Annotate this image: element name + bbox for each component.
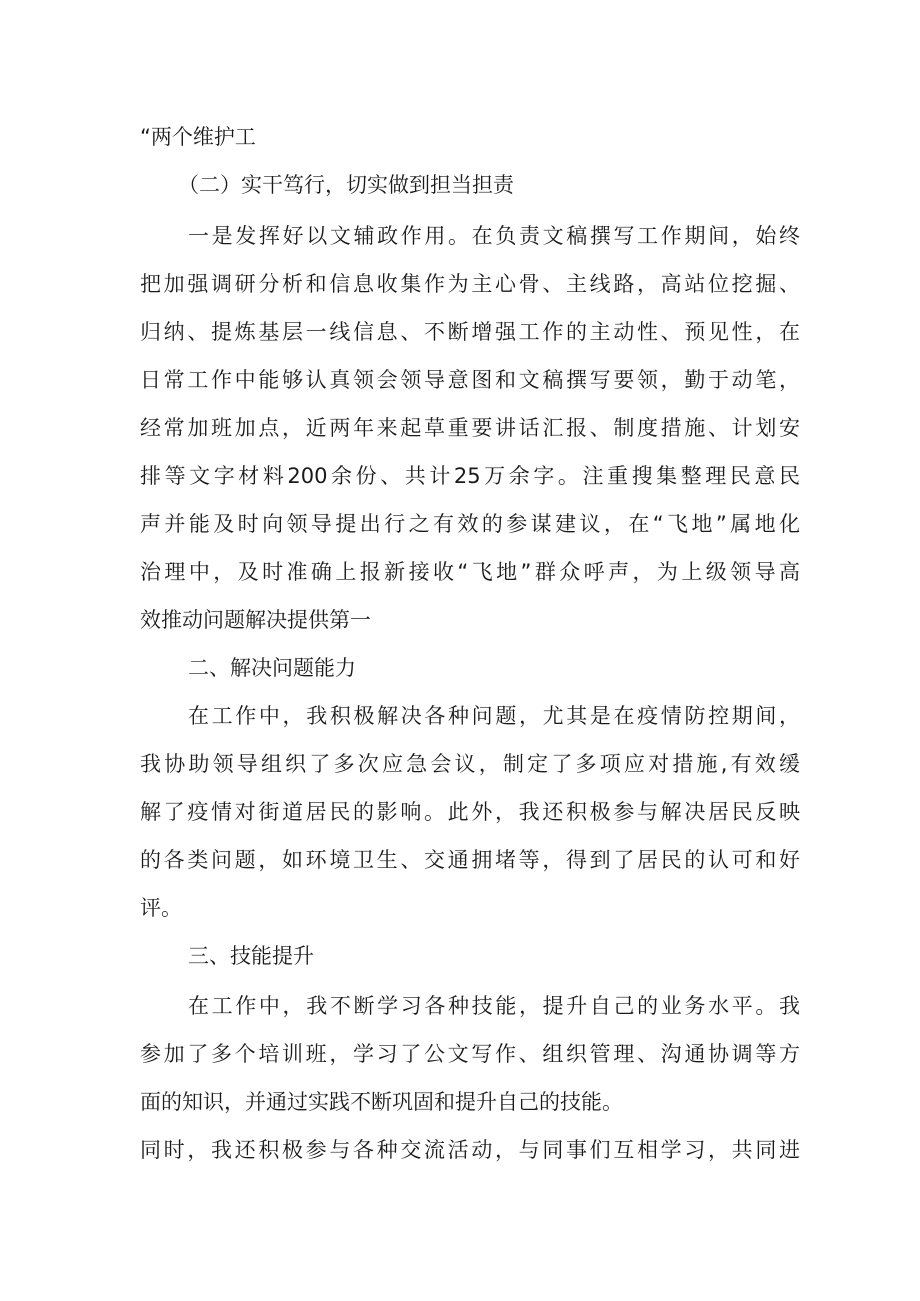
section-heading: （二）实干笃行，切实做到担当担责: [178, 173, 514, 197]
paragraph-line: 的各类问题，如环境卫生、交通拥堵等，得到了居民的认可和好: [140, 848, 800, 872]
text-line: “两个维护工: [140, 125, 256, 149]
paragraph-line: 评。: [140, 896, 182, 920]
paragraph-line: 我协助领导组织了多次应急会议，制定了多项应对措施,有效缓: [140, 752, 800, 776]
paragraph-line: 日常工作中能够认真领会领导意图和文稿撰写要领，勤于动笔，: [140, 368, 800, 392]
paragraph-line: 把加强调研分析和信息收集作为主心骨、主线路，高站位挖掘、: [140, 272, 800, 296]
paragraph-line: 解了疫情对街道居民的影响。此外，我还积极参与解决居民反映: [140, 800, 800, 824]
paragraph-line: 经常加班加点，近两年来起草重要讲话汇报、制度措施、计划安: [140, 416, 800, 440]
paragraph-line: 治理中，及时准确上报新接收“飞地”群众呼声，为上级领导高: [140, 560, 800, 584]
paragraph-line: 归纳、提炼基层一线信息、不断增强工作的主动性、预见性，在: [140, 320, 800, 344]
paragraph-line: 面的知识，并通过实践不断巩固和提升自己的技能。: [140, 1090, 623, 1114]
paragraph-line: 在工作中，我积极解决各种问题，尤其是在疫情防控期间，: [188, 704, 800, 728]
paragraph-line: 一是发挥好以文辅政作用。在负责文稿撰写工作期间，始终: [188, 224, 800, 248]
paragraph-line: 效推动问题解决提供第一: [140, 608, 371, 632]
section-heading: 三、技能提升: [188, 944, 314, 968]
paragraph-line: 参加了多个培训班，学习了公文写作、组织管理、沟通协调等方: [140, 1042, 800, 1066]
paragraph-line: 声并能及时向领导提出行之有效的参谋建议，在“飞地”属地化: [140, 512, 800, 536]
paragraph-line: 同时，我还积极参与各种交流活动，与同事们互相学习，共同进: [140, 1138, 800, 1162]
paragraph-line: 在工作中，我不断学习各种技能，提升自己的业务水平。我: [188, 994, 800, 1018]
section-heading: 二、解决问题能力: [188, 656, 356, 680]
paragraph-line: 排等文字材料200余份、共计25万余字。注重搜集整理民意民: [140, 464, 800, 488]
